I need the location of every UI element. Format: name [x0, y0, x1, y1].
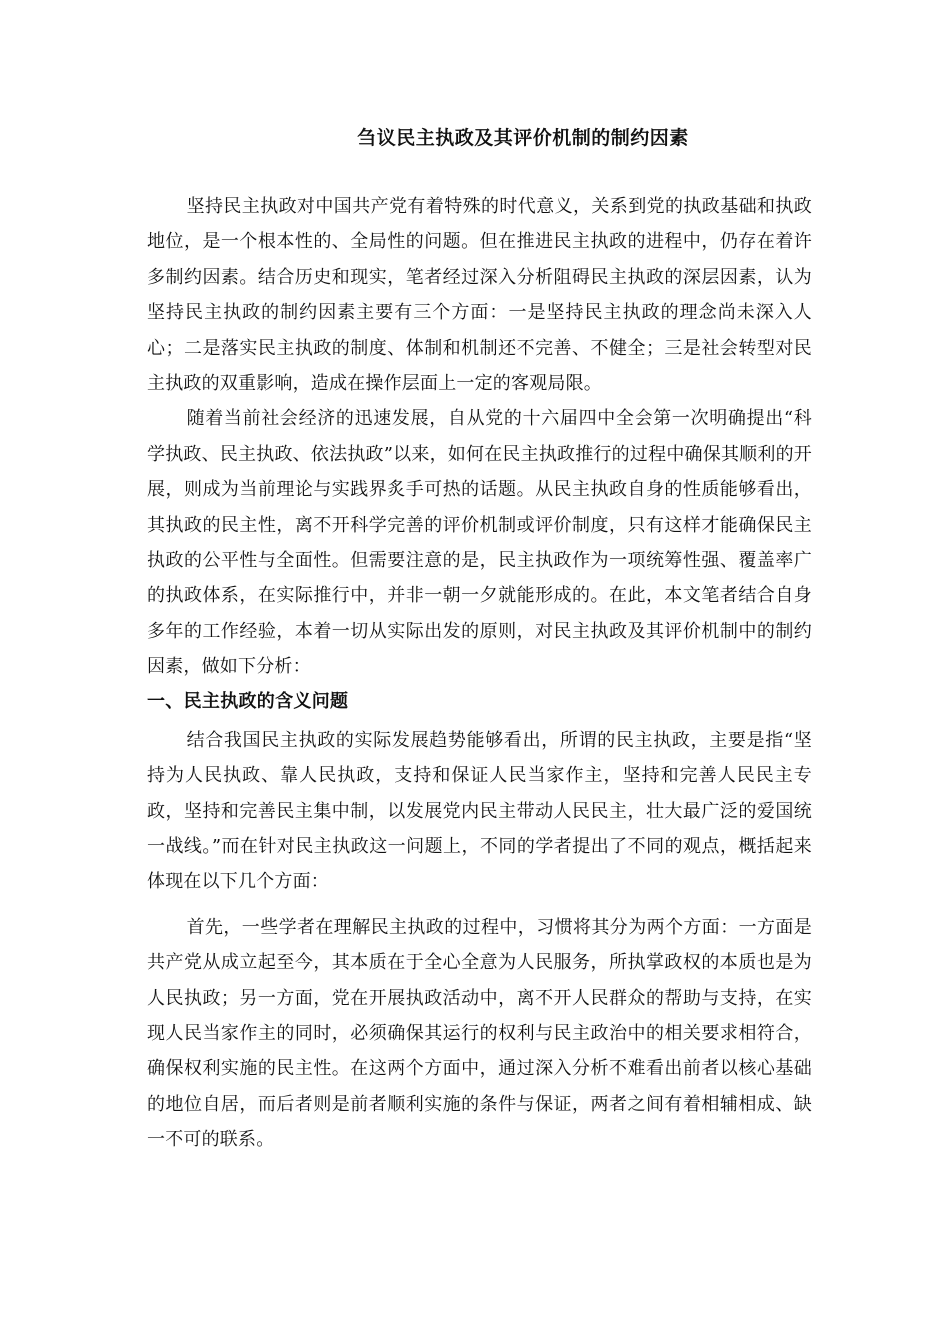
section-heading-1: 一、民主执政的含义问题 [147, 690, 349, 712]
section1-paragraph-1: 结合我国民主执政的实际发展趋势能够看出，所谓的民主执政，主要是指“坚持为人民执政、靠人民执政，支持和保证人民当家作主，坚持和完善人民民主专政，坚持和完善民主集中制，以发展党内民主带动人民民主，壮大最广泛的爱国统一战线。”而在针对民主执政这一问题上，不同的学者提出了不同的观点，概括起来体现在以下几个方面： [147, 729, 812, 893]
document-title: 刍议民主执政及其评价机制的制约因素 [357, 127, 689, 149]
section1-paragraph-2: 首先，一些学者在理解民主执政的过程中，习惯将其分为两个方面：一方面是共产党从成立起至今，其本质在于全心全意为人民服务，所执掌政权的本质也是为人民执政；另一方面，党在开展执政活动中，离不开人民群众的帮助与支持，在实现人民当家作主的同时，必须确保其运行的权利与民主政治中的相关要求相符合，确保权利实施的民主性。在这两个方面中，通过深入分析不难看出前者以核心基础的地位自居，而后者则是前者顺利实施的条件与保证，两者之间有着相辅相成、缺一不可的联系。 [147, 916, 812, 1151]
document-body [147, 189, 812, 1158]
intro-paragraph-1: 坚持民主执政对中国共产党有着特殊的时代意义，关系到党的执政基础和执政地位，是一个根本性的、全局性的问题。但在推进民主执政的进程中，仍存在着许多制约因素。结合历史和现实，笔者经过深入分析阻碍民主执政的深层因素，认为坚持民主执政的制约因素主要有三个方面：一是坚持民主执政的理念尚未深入人心；二是落实民主执政的制度、体制和机制还不完善、不健全；三是社会转型对民主执政的双重影响，造成在操作层面上一定的客观局限。 [147, 196, 812, 395]
intro-paragraph-2: 随着当前社会经济的迅速发展，自从党的十六届四中全会第一次明确提出“科学执政、民主执政、依法执政”以来，如何在民主执政推行的过程中确保其顺利的开展，则成为当前理论与实践界炙手可热的话题。从民主执政自身的性质能够看出，其执政的民主性，离不开科学完善的评价机制或评价制度，只有这样才能确保民主执政的公平性与全面性。但需要注意的是，民主执政作为一项统筹性强、覆盖率广的执政体系，在实际推行中，并非一朝一夕就能形成的。在此，本文笔者结合自身多年的工作经验，本着一切从实际出发的原则，对民主执政及其评价机制中的制约因素，做如下分析： [147, 408, 812, 678]
